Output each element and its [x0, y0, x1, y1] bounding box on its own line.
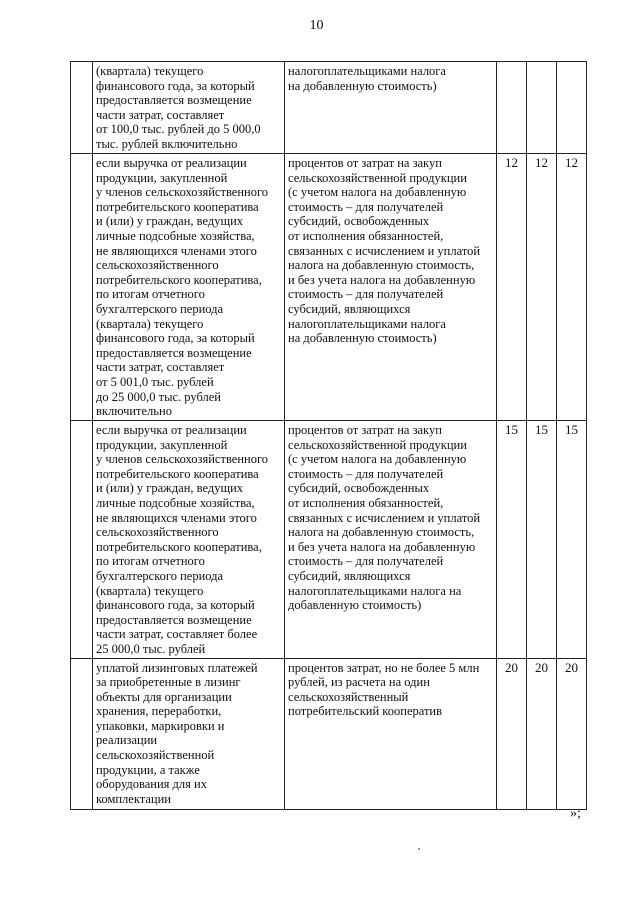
value-cell: 20	[557, 658, 587, 809]
page-number: 10	[309, 18, 324, 33]
unit-cell: процентов от затрат на закуп сельскохозяйственной продукции (с учетом налога на добавленную стоимость – для получателей субсидий, освобожденных от исполнения обязанностей, связанных с исчислением и уплатой налога на добавленную стоимость, и без учета налога на добавленную стоимость – для получателей субсидий, являющихся налогоплательщиками налога на добавленную стоимость)	[285, 154, 497, 421]
value-cell: 12	[497, 154, 527, 421]
value-cell: 15	[527, 421, 557, 659]
table-row	[71, 154, 587, 421]
unit-cell: процентов от затрат на закуп сельскохозяйственной продукции (с учетом налога на добавленную стоимость – для получателей субсидий, освобожденных от исполнения обязанностей, связанных с исчислением и уплатой налога на добавленную стоимость, и без учета налога на добавленную стоимость – для получателей субсидий, являющихся налогоплательщиками налога на добавленную стоимость)	[285, 421, 497, 659]
closing-quote-mark: »;	[570, 806, 581, 821]
subsidy-rates-table	[70, 61, 587, 810]
value-cell	[557, 62, 587, 154]
blank-cell	[71, 421, 93, 659]
value-cell	[497, 62, 527, 154]
blank-cell	[71, 658, 93, 809]
table-row	[71, 421, 587, 659]
unit-cell: налогоплательщиками налога на добавленную стоимость)	[285, 62, 497, 154]
value-cell	[527, 62, 557, 154]
table-row	[71, 658, 587, 809]
blank-cell	[71, 154, 93, 421]
value-cell: 12	[527, 154, 557, 421]
table-row	[71, 62, 587, 154]
condition-cell: уплатой лизинговых платежей за приобретенные в лизинг объекты для организации хранения, переработки, упаковки, маркировки и реализации сельскохозяйственной продукции, а также оборудования для их комплектации	[93, 658, 285, 809]
scan-speck	[418, 848, 420, 850]
blank-cell	[71, 62, 93, 154]
value-cell: 20	[497, 658, 527, 809]
condition-cell: если выручка от реализации продукции, закупленной у членов сельскохозяйственного потребительского кооператива и (или) у граждан, ведущих личные подсобные хозяйства, не являющихся членами этого сельскохозяйственного потребительского кооператива, по итогам отчетного бухгалтерского периода (квартала) текущего финансового года, за который предоставляется возмещение части затрат, составляет более 25 000,0 тыс. рублей	[93, 421, 285, 659]
condition-cell: (квартала) текущего финансового года, за который предоставляется возмещение части затрат, составляет от 100,0 тыс. рублей до 5 000,0 тыс. рублей включительно	[93, 62, 285, 154]
unit-cell: процентов затрат, но не более 5 млн рублей, из расчета на один сельскохозяйственный потребительский кооператив	[285, 658, 497, 809]
value-cell: 15	[557, 421, 587, 659]
value-cell: 15	[497, 421, 527, 659]
value-cell: 20	[527, 658, 557, 809]
condition-cell: если выручка от реализации продукции, закупленной у членов сельскохозяйственного потребительского кооператива и (или) у граждан, ведущих личные подсобные хозяйства, не являющихся членами этого сельскохозяйственного потребительского кооператива, по итогам отчетного бухгалтерского периода (квартала) текущего финансового года, за который предоставляется возмещение части затрат, составляет от 5 001,0 тыс. рублей до 25 000,0 тыс. рублей включительно	[93, 154, 285, 421]
value-cell: 12	[557, 154, 587, 421]
